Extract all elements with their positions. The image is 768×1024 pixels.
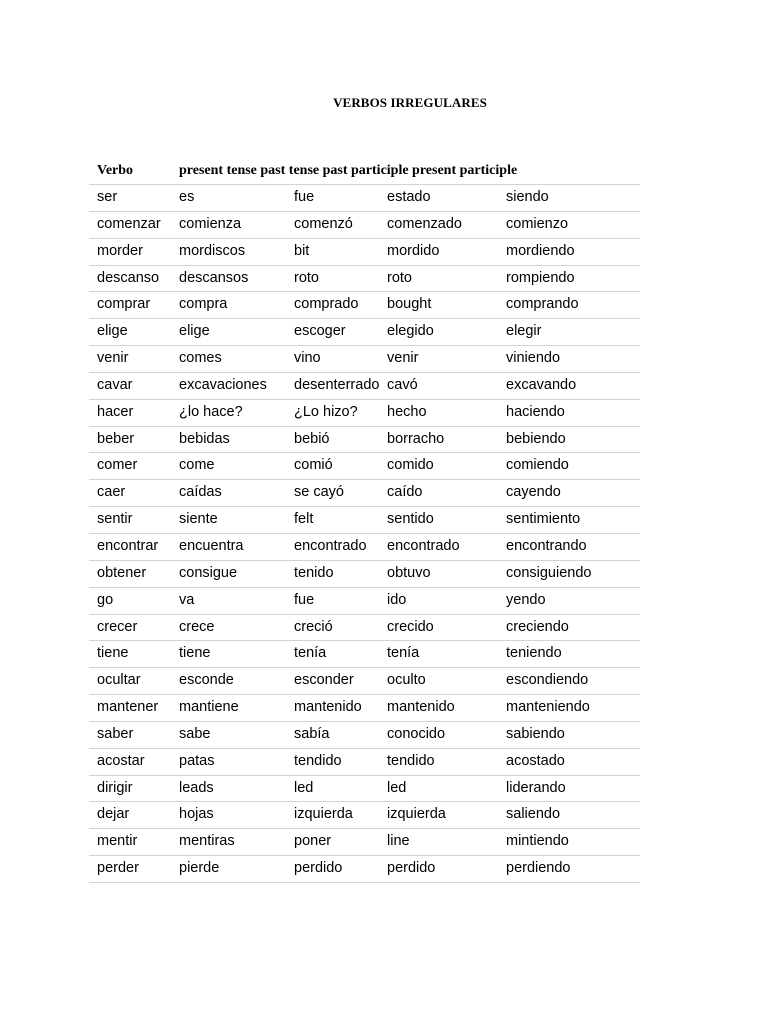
present-participle-cell: cayendo [506,484,561,501]
past-participle-cell: ido [387,591,407,608]
present-participle-cell: teniendo [506,645,562,662]
past-participle-cell: tenía [387,645,420,662]
present-participle-cell: comprando [506,296,579,313]
verbo-cell: mentir [97,833,138,850]
verbo-cell: comer [97,457,138,474]
verbo-cell: perder [97,860,139,877]
verbo-cell: sentir [97,511,133,528]
verbo-cell: obtener [97,564,147,581]
present-participle-cell: yendo [506,591,546,608]
past-participle-cell: led [387,779,407,796]
verbo-cell: tiene [97,645,129,662]
document-title: VERBOS IRREGULARES [333,95,487,110]
past-tense-cell: ¿Lo hizo? [294,403,358,420]
table-row [89,856,640,883]
present-tense-cell: comienza [179,215,242,232]
past-tense-cell: comprado [294,296,359,313]
present-tense-cell: mordiscos [179,242,246,259]
present-tense-cell: leads [179,779,214,796]
present-tense-cell: es [179,189,195,205]
present-tense-cell: consigue [179,564,238,581]
table-row [89,749,640,776]
past-participle-cell: conocido [387,725,446,742]
table-row [89,239,640,266]
present-participle-cell: sabiendo [506,725,565,742]
table-row [89,212,640,239]
table-row [89,453,640,480]
past-participle-cell: elegido [387,323,434,340]
table-row [89,802,640,829]
table-row [89,641,640,668]
table-row [89,266,640,293]
past-tense-cell: perdido [294,860,343,877]
verbo-cell: crecer [97,618,138,635]
past-participle-cell: mordido [387,242,440,259]
verbo-cell: acostar [97,752,145,769]
present-tense-cell: esconde [179,672,234,689]
present-participle-cell: haciendo [506,403,565,420]
past-tense-cell: felt [294,511,314,528]
table-header-row [89,158,640,185]
present-participle-cell: comienzo [506,215,569,232]
verb-table [89,158,640,883]
past-participle-cell: comido [387,457,434,474]
present-participle-cell: viniendo [506,350,561,367]
table-body [89,185,640,883]
verbo-cell: venir [97,350,129,367]
past-tense-cell: comió [294,457,333,474]
table-row [89,427,640,454]
verbo-cell: caer [97,484,126,501]
past-tense-cell: comenzó [294,215,353,232]
present-participle-cell: comiendo [506,457,569,474]
past-participle-cell: venir [387,350,419,367]
past-tense-cell: vino [294,350,321,367]
past-tense-cell: desenterrado [294,376,380,393]
present-tense-cell: mentiras [179,833,235,850]
present-participle-cell: elegir [506,323,542,340]
table-row [89,829,640,856]
past-participle-cell: comenzado [387,215,462,232]
table-row [89,373,640,400]
table-row [89,561,640,588]
present-tense-cell: come [179,457,215,474]
past-participle-cell: line [387,833,410,850]
past-tense-cell: creció [294,618,333,635]
table-row [89,588,640,615]
present-tense-cell: excavaciones [179,376,267,393]
past-participle-cell: sentido [387,511,434,528]
present-tense-cell: patas [179,752,215,769]
table-row [89,615,640,642]
past-participle-cell: hecho [387,403,427,420]
past-participle-cell: encontrado [387,537,460,554]
verbo-cell: comenzar [97,215,161,232]
past-tense-cell: tendido [294,752,342,769]
present-participle-cell: acostado [506,752,565,769]
table-row [89,695,640,722]
verbo-cell: go [97,591,114,608]
table-row [89,776,640,803]
past-tense-cell: bit [294,242,310,259]
past-participle-cell: izquierda [387,806,446,823]
present-participle-cell: rompiendo [506,269,575,286]
present-tense-cell: compra [179,296,228,313]
verbo-cell: elige [97,323,128,340]
past-participle-cell: caído [387,484,423,501]
past-participle-cell: roto [387,269,412,286]
present-participle-cell: manteniendo [506,699,590,716]
past-participle-cell: bought [387,296,432,313]
present-participle-cell: perdiendo [506,860,571,877]
verbo-cell: dejar [97,806,130,823]
past-participle-cell: perdido [387,860,436,877]
present-participle-cell: sentimiento [506,511,581,528]
past-participle-cell: tendido [387,752,435,769]
present-participle-cell: escondiendo [506,672,589,689]
present-participle-cell: bebiendo [506,430,566,447]
past-tense-cell: tenía [294,645,327,662]
present-tense-cell: encuentra [179,537,244,554]
past-participle-cell: borracho [387,430,445,447]
table-row [89,346,640,373]
table-row [89,292,640,319]
past-tense-cell: escoger [294,323,346,340]
verbo-cell: cavar [97,376,133,393]
past-tense-cell: tenido [294,564,334,581]
present-tense-cell: va [179,591,195,608]
past-tense-cell: bebió [294,430,330,447]
table-row [89,319,640,346]
table-row [89,400,640,427]
verbo-cell: saber [97,725,134,742]
verbo-cell: comprar [97,296,151,313]
present-tense-cell: descansos [179,269,249,286]
past-tense-cell: encontrado [294,537,367,554]
table-row [89,507,640,534]
present-tense-cell: siente [179,511,218,528]
present-tense-cell: ¿lo hace? [179,403,243,420]
present-tense-cell: comes [179,350,222,367]
past-tense-cell: izquierda [294,806,353,823]
verbo-cell: hacer [97,403,134,420]
present-participle-cell: creciendo [506,618,569,635]
past-participle-cell: mantenido [387,699,455,716]
present-tense-cell: mantiene [179,699,239,716]
past-tense-cell: esconder [294,672,354,689]
past-participle-cell: oculto [387,672,426,689]
verbo-cell: ocultar [97,672,141,689]
table-row [89,668,640,695]
past-tense-cell: sabía [294,725,330,742]
present-tense-cell: hojas [179,806,214,823]
present-participle-cell: consiguiendo [506,564,592,581]
past-participle-cell: crecido [387,618,434,635]
present-tense-cell: tiene [179,645,211,662]
verbo-cell: morder [97,242,143,259]
present-tense-cell: pierde [179,860,220,877]
present-tense-cell: crece [179,618,215,635]
past-tense-cell: poner [294,833,332,850]
present-participle-cell: liderando [506,779,566,796]
present-participle-cell: excavando [506,376,577,393]
verbo-cell: ser [97,189,118,205]
past-tense-cell: mantenido [294,699,362,716]
present-participle-cell: encontrando [506,537,587,554]
table-row [89,480,640,507]
past-tense-cell: se cayó [294,484,344,501]
table-row [89,185,640,212]
verbo-cell: mantener [97,699,159,716]
present-participle-cell: mintiendo [506,833,569,850]
past-tense-cell: roto [294,269,319,286]
present-tense-cell: sabe [179,725,211,742]
table-row [89,722,640,749]
present-participle-cell: siendo [506,189,549,205]
present-tense-cell: bebidas [179,430,230,447]
past-tense-cell: led [294,779,314,796]
verbo-cell: encontrar [97,537,159,554]
table-row [89,534,640,561]
past-participle-cell: estado [387,189,431,205]
verbo-cell: descanso [97,269,160,286]
header-tenses: present tense past tense past participle present participle [179,163,518,178]
present-participle-cell: mordiendo [506,242,575,259]
present-participle-cell: saliendo [506,806,561,823]
verbo-cell: dirigir [97,779,133,796]
present-tense-cell: caídas [179,484,222,501]
verbo-cell: beber [97,430,135,447]
present-tense-cell: elige [179,323,210,340]
past-tense-cell: fue [294,591,315,608]
past-tense-cell: fue [294,189,315,205]
header-verbo: Verbo [97,163,134,178]
past-participle-cell: obtuvo [387,564,431,581]
past-participle-cell: cavó [387,376,418,393]
